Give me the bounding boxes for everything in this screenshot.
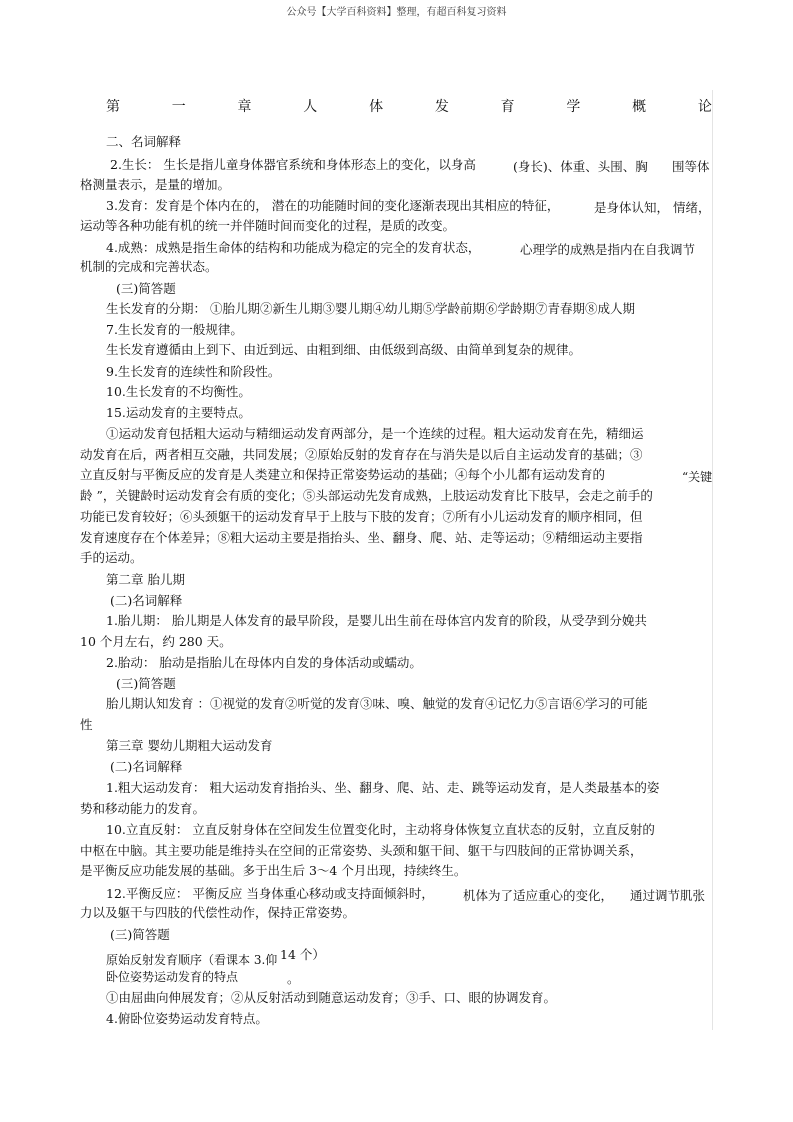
chapter-heading: 第三章 婴幼儿期粗大运动发育	[106, 738, 273, 753]
paragraph-line: 7.生长发育的一般规律。	[106, 322, 243, 337]
title-char: 论	[697, 99, 712, 115]
section-heading: (三)简答题	[116, 676, 176, 691]
paragraph-line: 2.生长： 生长是指儿童身体器官系统和身体形态上的变化，以身高	[110, 157, 476, 172]
paragraph-line: 发育速度存在个体差异；⑧粗大运动主要是指抬头、坐、翻身、爬、站、走等运动；⑨精细运动主要指	[80, 530, 643, 545]
paragraph-line: 性	[80, 717, 93, 732]
paragraph-line: 机制的完成和完善状态。	[80, 259, 218, 274]
paragraph-line: 立直反射与平衡反应的发育是人类建立和保持正常姿势运动的基础；④每个小儿都有运动发育的	[80, 467, 606, 482]
paragraph-line: 围等体	[672, 159, 710, 174]
title-char: 育	[500, 99, 515, 115]
paragraph-line: 1.胎儿期： 胎儿期是人体发育的最早阶段，是婴儿出生前在母体宫内发育的阶段，从受孕到分娩共	[106, 613, 647, 628]
section-heading: (二)名词解释	[110, 759, 183, 774]
title-char: 第	[106, 99, 120, 115]
paragraph-line: 10.立直反射： 立直反射身体在空间发生位置变化时，主动将身体恢复立直状态的反射，立直反射的	[106, 822, 655, 837]
paragraph-line: 势和移动能力的发育。	[80, 801, 206, 816]
paragraph-line: ①由屈曲向伸展发育；②从反射活动到随意运动发育；③手、口、眼的协调发育。	[106, 990, 557, 1005]
title-char: 一	[171, 99, 186, 115]
paragraph-line: 龄 ”，关键龄时运动发育会有质的变化；⑤头部运动先发育成熟，上肢运动发育比下肢早，会走之前手的	[80, 488, 653, 503]
title-char: 人	[303, 99, 318, 115]
page-header: 公众号【大学百科资料】整理，有超百科复习资料	[286, 7, 507, 18]
paragraph-line: 10.生长发育的不均衡性。	[106, 384, 251, 399]
section-heading: (二)名词解释	[110, 593, 183, 608]
paragraph-line: 功能已发育较好；⑥头颈躯干的运动发育早于上肢与下肢的发育；⑦所有小儿运动发育的顺序相同，但	[80, 509, 643, 524]
title-char: 体	[369, 99, 384, 115]
title-char: 概	[632, 99, 647, 115]
title-char: 学	[566, 99, 581, 115]
paragraph-line: ①运动发育包括粗大运动与精细运动发育两部分，是一个连续的过程。粗大运动发育在先，精细运	[106, 426, 644, 441]
paragraph-line: 力以及躯干与四肢的代偿性动作，保持正常姿势。	[80, 905, 356, 920]
paragraph-line: 胎儿期认知发育 ：①视觉的发育②听觉的发育③味、嗅、触觉的发育④记忆力⑤言语⑥学习的可能	[106, 696, 648, 711]
paragraph-line: 是身体认知， 情绪，	[594, 200, 711, 215]
paragraph-line: 12.平衡反应： 平衡反应 当身体重心移动或支持面倾斜时，	[106, 886, 434, 901]
paragraph-line: 运动等各种功能有机的统一并伴随时间而变化的过程，是质的改变。	[80, 218, 456, 233]
paragraph-line: 2.胎动： 胎动是指胎儿在母体内自发的身体活动或蠕动。	[106, 655, 422, 670]
paragraph-line: 是平衡反应功能发展的基础。多于出生后 3～4 个月出现，持续终生。	[80, 863, 467, 878]
chapter-heading: 第二章 胎儿期	[106, 572, 185, 587]
paragraph-line: 4.俯卧位姿势运动发育特点。	[106, 1011, 268, 1026]
paragraph-line: 生长发育的分期： ①胎儿期②新生儿期③婴儿期④幼儿期⑤学龄前期⑥学龄期⑦青春期⑧成人期	[106, 301, 635, 316]
section-heading: (三)简答题	[110, 927, 170, 942]
paragraph-line: 1.粗大运动发育： 粗大运动发育指抬头、坐、翻身、爬、站、走、跳等运动发育，是人类最基本的姿	[106, 780, 660, 795]
section-heading: (三)简答题	[116, 281, 176, 296]
title-char: 章	[237, 99, 252, 115]
margin-line	[712, 90, 713, 1030]
paragraph-line: 动发育在后，两者相互交融，共同发展；②原始反射的发育存在与消失是以后自主运动发育的基础；③	[80, 447, 643, 462]
paragraph-line: 心理学的成熟是指内在自我调节	[520, 242, 696, 257]
paragraph-line: 格测量表示，是量的增加。	[80, 177, 231, 192]
paragraph-line: 中枢在中脑。其主要功能是维持头在空间的正常姿势、头颈和躯干间、躯干与四肢间的正常协调关系，	[80, 843, 643, 858]
paragraph-line: 4.成熟：成熟是指生命体的结构和功能成为稳定的完全的发育状态，	[106, 240, 481, 255]
paragraph-line: 9.生长发育的连续性和阶段性。	[106, 364, 281, 379]
paragraph-line: 3.发育：发育是个体内在的， 潜在的功能随时间的变化逐渐表现出其相应的特征，	[106, 198, 560, 213]
section-heading: 二、名词解释	[106, 134, 182, 149]
title-char: 发	[434, 99, 449, 115]
paragraph-line: (身长)、体重、头围、胸	[513, 159, 648, 174]
chapter-title	[106, 96, 712, 116]
paragraph-line: 原始反射发育顺序（看课本 3.仰	[106, 953, 278, 967]
paragraph-line: 机体为了适应重心的变化，	[463, 888, 614, 903]
paragraph-line: 14 个）	[280, 947, 325, 962]
paragraph-line: 卧位姿势运动发育的特点	[106, 970, 239, 984]
paragraph-line: 10 个月左右，约 280 天。	[80, 634, 232, 649]
paragraph-line: 15.运动发育的主要特点。	[106, 405, 251, 420]
paragraph-line: 通过调节肌张	[630, 888, 706, 903]
paragraph-line: “关键	[682, 470, 713, 484]
paragraph-line: 手的运动。	[80, 550, 143, 565]
paragraph-line: 生长发育遵循由上到下、由近到远、由粗到细、由低级到高级、由简单到复杂的规律。	[106, 342, 582, 357]
paragraph-line: 。	[287, 971, 300, 986]
